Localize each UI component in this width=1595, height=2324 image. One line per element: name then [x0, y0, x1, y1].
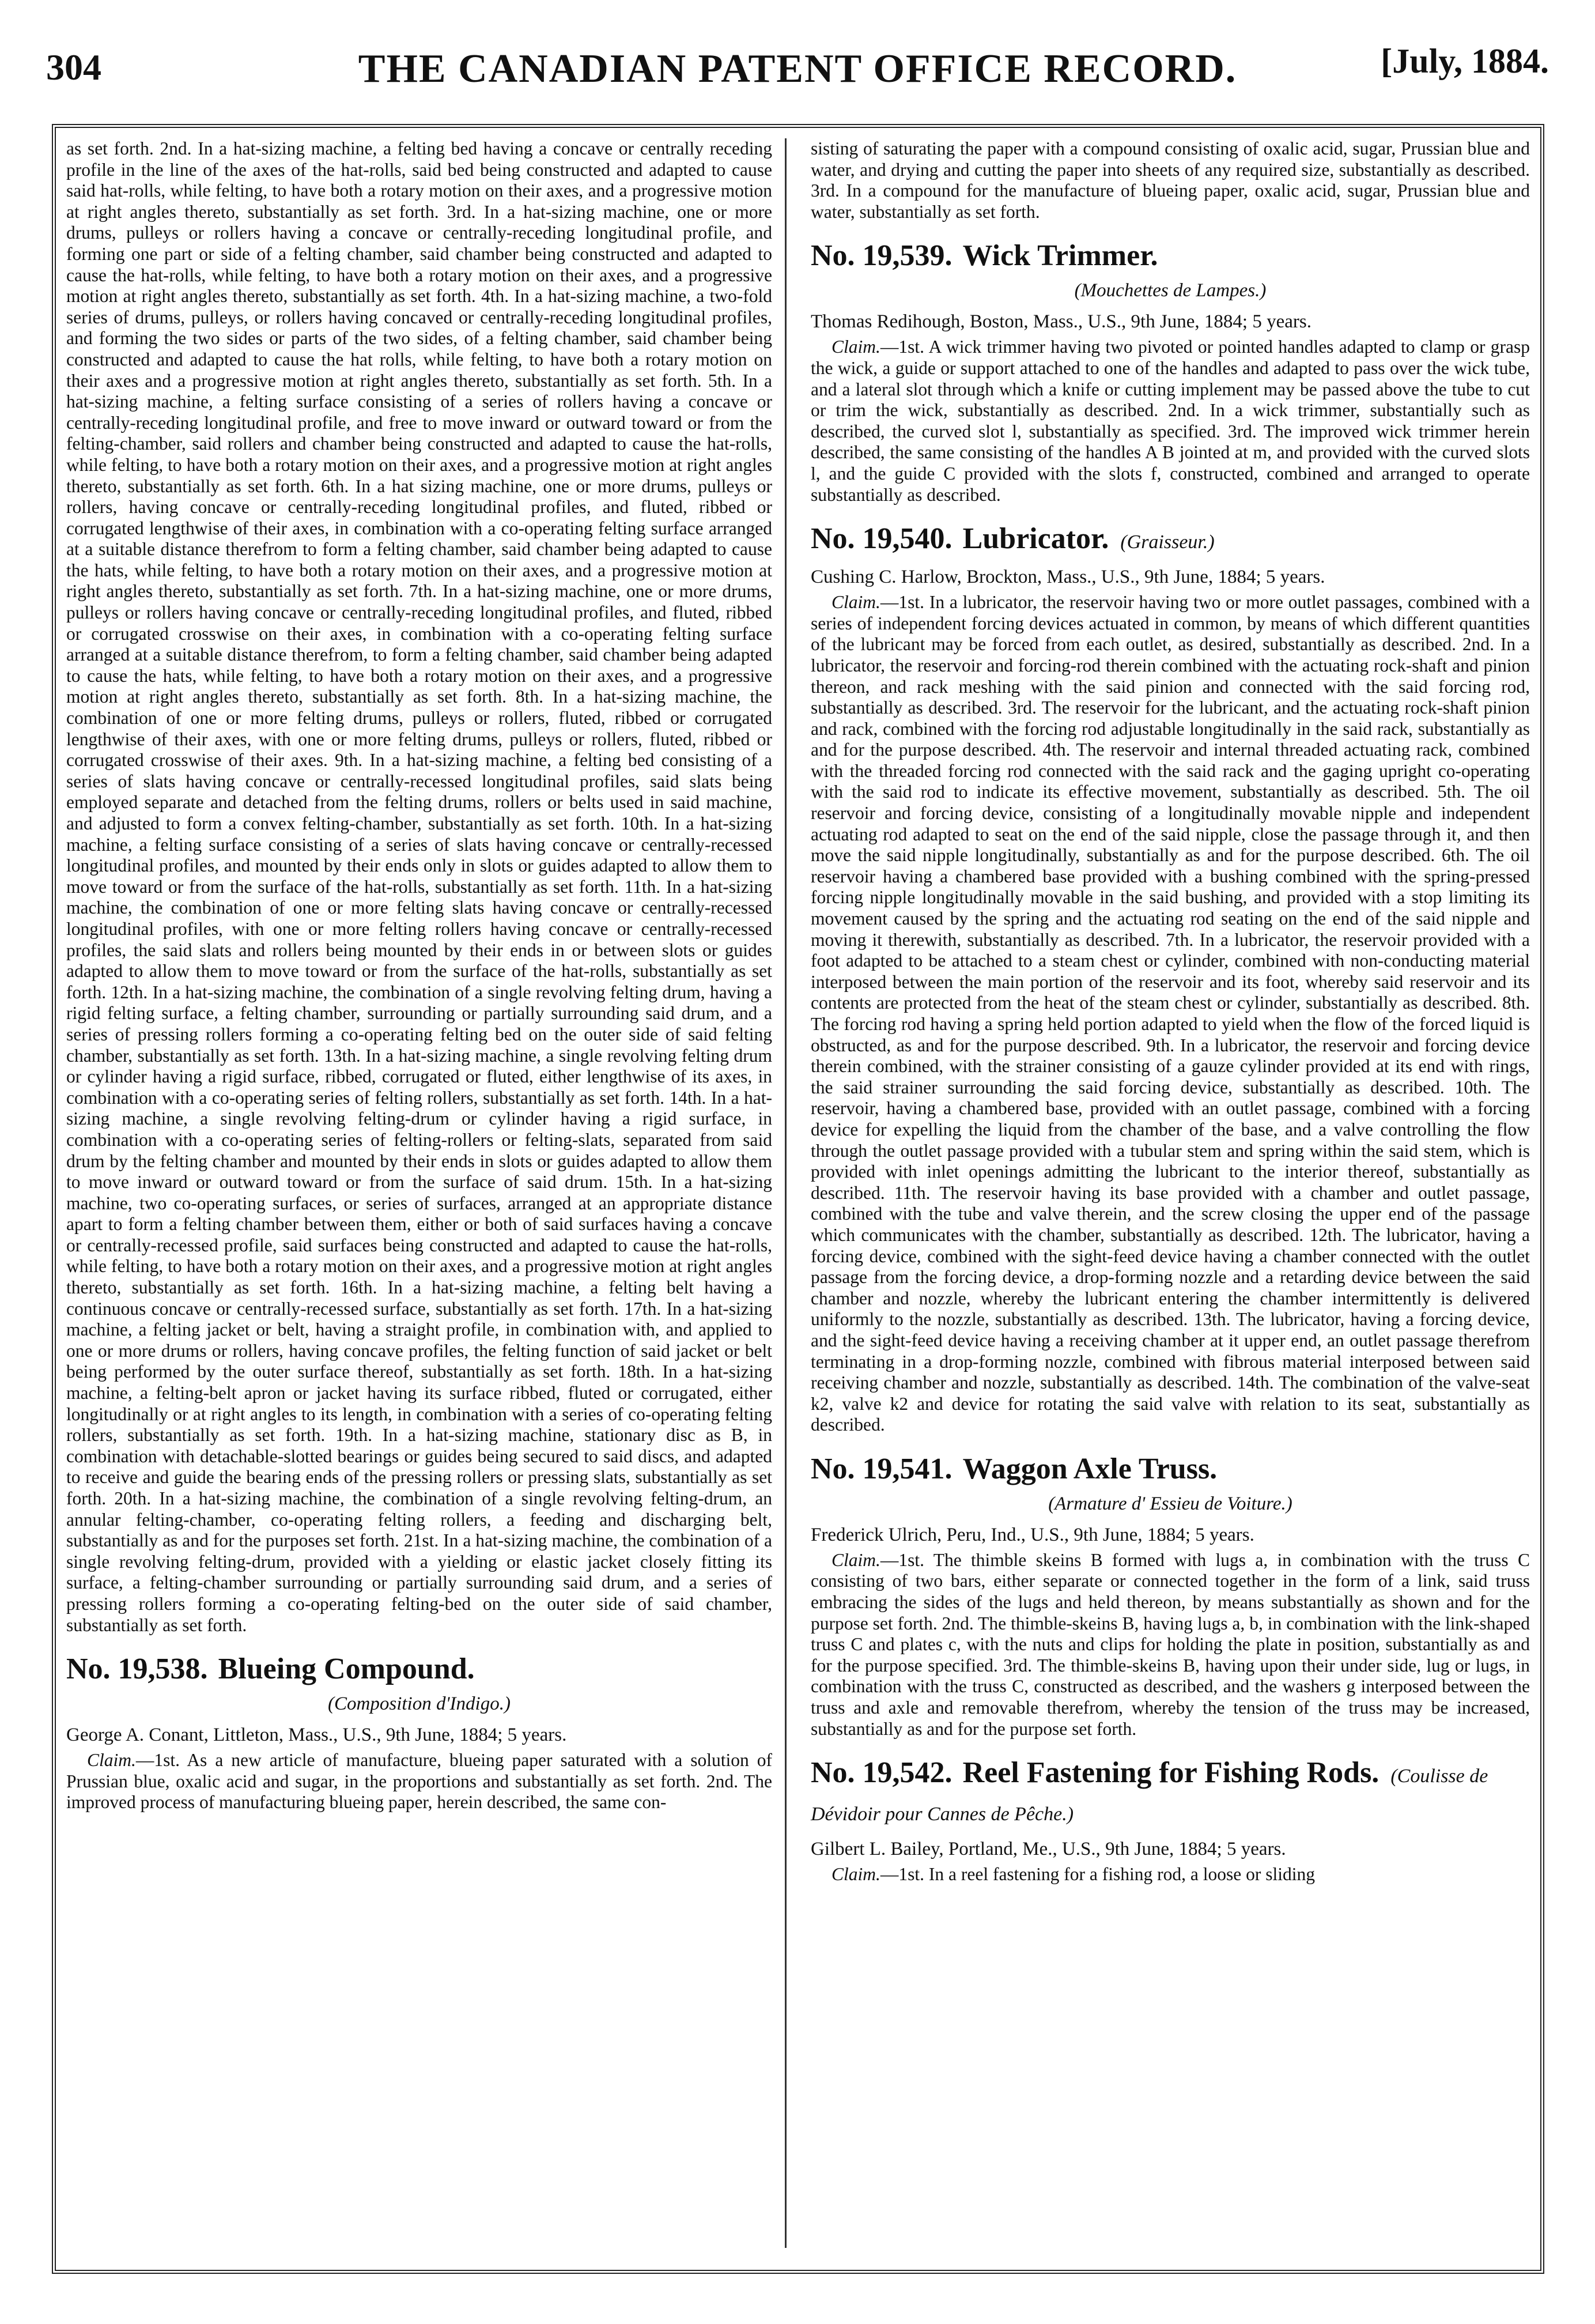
patent-title: Wick Trimmer. — [962, 239, 1158, 273]
claim-text: —1st. The thimble skeins B formed with lugs a, in combination with the truss C consisting of two bars, either separate or connected together in the form of a link, said truss embracing the sides of the lugs and held thereon, by means substantially as shown and for the purpose set forth. 2nd. The thimble-skeins B, having lugs a, b, in combination with the link-shaped truss C and plates c, with the nuts and clips for holding the plate in position, substantially as and for the purpose specified. 3rd. The thimble-skeins B, having upon their under side, lug or lugs, in combination with the truss C, constructed as described, and the washers g interposed between the truss and axle and removable therefrom, whereby the tension of the truss may be increased, substantially as and for the purpose set forth. — [811, 1549, 1530, 1739]
patent-number: No. 19,539. — [811, 239, 953, 273]
patent-claims — [811, 337, 1530, 505]
patent-number: No. 19,542. — [811, 1756, 953, 1790]
patent-french-title: (Graisseur.) — [1120, 531, 1215, 553]
patent-heading-19539 — [811, 239, 1530, 273]
claim-label: Claim. — [831, 592, 880, 613]
patent-title: Reel Fastening for Fishing Rods. — [962, 1756, 1379, 1790]
claims-continuation: as set forth. 2nd. In a hat-sizing machine, a felting bed having a concave or centrally receding profile in the line of the axes of the hat-rolls, said bed being constructed and adapted to cause said hat-rolls, while felting, to have both a rotary motion on their axes, and a progressive motion at right angles thereto, substantially as set forth. 3rd. In a hat-sizing machine, one or more drums, pulleys or rollers having a concave or centrally-receding longitudinal profile, and forming one part or side of a felting chamber, said chamber being constructed and adapted to cause the hat-rolls, while felting, to have both a rotary motion on their axes, and a progressive motion at right angles thereto, substantially as set forth. 4th. In a hat-sizing machine, a two-fold series of drums, pulleys, or rollers having concaved or centrally-receding longitudinal profiles, and forming the two sides or parts of the two sides, of a felting chamber, said chamber being constructed and adapted to cause the hat rolls, while felting, to have both a rotary motion on their axes and a progressive motion at right angles thereto, substantially as set forth. 5th. In a hat-sizing machine, a felting surface consisting of a series of rollers having a concave or centrally-receding longitudinal profile, and free to move inward or outward toward or from the felting-chamber, said rollers and chamber being constructed and adapted to cause the hat-rolls, while felting, to have both a rotary motion on their axes, and a progressive motion at right angles thereto, substantially as set forth. 6th. In a hat sizing machine, one or more drums, pulleys or rollers, having concave or centrally-receding longitudinal profiles, and fluted, ribbed or corrugated lengthwise of their axes, in combination with a co-operating felting surface arranged at a suitable distance therefrom to form a felting chamber, said chamber being adapted to cause the hats, while felting, to have both a rotary motion on their axes, and a progressive motion at right angles thereto, substantially as set forth. 7th. In a hat-sizing machine, one or more drums, pulleys or rollers having concave or centrally-receding longitudinal profiles, and fluted, ribbed or corrugated crosswise on their axes, in combination with a co-operating felting surface arranged at a suitable distance therefrom, to form a felting chamber, said chamber being adapted to cause the hats, while felting, to have both a rotary motion on their axes, and a progressive motion at right angles thereto, substantially as set forth. 8th. In a hat-sizing machine, the combination of one or more felting drums, pulleys or rollers, fluted, ribbed or corrugated lengthwise of their axes, with one or more felting drums, pulleys or rollers, fluted, ribbed or corrugated crosswise of their axes. 9th. In a hat-sizing machine, a felting bed consisting of a series of slats having concave or centrally-recessed longitudinal profiles, said slats being employed separate and detached from the felting drums, rollers or belts used in said machine, and adjusted to form a convex felting-chamber, substantially as set forth. 10th. In a hat-sizing machine, a felting surface consisting of a series of slats having concave or centrally-recessed longitudinal profiles, and mounted by their ends only in slots or guides adapted to allow them to move toward or from the surface of the hat-rolls, substantially as set forth. 11th. In a hat-sizing machine, the combination of one or more felting slats having concave or centrally-recessed longitudinal profiles, with one or more felting rollers having concave or centrally-recessed profiles, the said slats and rollers being mounted by their ends in or between slots or guides adapted to allow them to move toward or from the surface of the hat-rolls, substantially as set forth. 12th. In a hat-sizing machine, the combination of a single revolving felting drum, having a rigid felting surface, a felting chamber, surrounding or partially surrounding said drum, and a series of pressing rollers forming a co-operating felting bed on the outer side of said felting chamber, substantially as set forth. 13th. In a hat-sizing machine, a single revolving felting drum or cylinder having a rigid surface, ribbed, corrugated or fluted, either lengthwise of its axes, in combination with a co-operating series of felting rollers, substantially as set forth. 14th. In a hat-sizing machine, a single revolving felting-drum or cylinder having a rigid surface, in combination with a co-operating series of felting-rollers or felting-slats, separated from said drum by the felting chamber and mounted by their ends in slots or guides adapted to allow them to move inward or outward toward or from the surface of said drum. 15th. In a hat-sizing machine, two co-operating surfaces, or series of surfaces, arranged at an appropriate distance apart to form a felting chamber between them, either or both of said surfaces having a concave or centrally-recessed profile, said surfaces being constructed and adapted to cause the hat-rolls, while felting, to have both a rotary motion on their axes, and a progressive motion at right angles thereto, substantially as set forth. 16th. In a hat-sizing machine, a felting belt having a continuous concave or centrally-recessed surface, substantially as set forth. 17th. In a hat-sizing machine, a felting jacket or belt, having a straight profile, in combination with, and applied to one or more drums or rollers, having concave profiles, the felting function of said jacket or belt being performed by the outer surface thereof, substantially as set forth. 18th. In a hat-sizing machine, a felting-belt apron or jacket having its surface ribbed, fluted or corrugated, either longitudinally or at right angles to its length, in combination with a series of co-operating felting rollers, substantially as set forth. 19th. In a hat-sizing machine, stationary disc as B, in combination with detachable-slotted bearings or guides being secured to said discs, and adapted to receive and guide the bearing ends of the pressing rollers or pressing slats, substantially as set forth. 20th. In a hat-sizing machine, the combination of a single revolving felting-drum, an annular felting-chamber, co-operating felting rollers, a feeding and discharging belt, substantially as and for the purposes set forth. 21st. In a hat-sizing machine, the combination of a single revolving felting-drum, provided with a yielding or elastic jacket closely fitting its surface, a felting-chamber surrounding or partially surrounding said drum, and a series of pressing rollers forming a co-operating felting-bed on the outer side of said chamber, substantially as set forth. — [66, 138, 772, 1635]
patent-french-title: (Mouchettes de Lampes.) — [1074, 280, 1267, 301]
patent-heading-19542 — [811, 1756, 1530, 1832]
patent-claims — [811, 1864, 1530, 1885]
patentee-line: Cushing C. Harlow, Brockton, Mass., U.S., 9th June, 1884; 5 years. — [811, 567, 1325, 588]
patent-claims — [66, 1750, 772, 1813]
patentee-line: Thomas Redihough, Boston, Mass., U.S., 9th June, 1884; 5 years. — [811, 311, 1311, 333]
right-column — [804, 138, 1530, 2248]
patent-number: No. 19,540. — [811, 522, 953, 556]
patent-french-title: (Composition d'Indigo.) — [328, 1693, 511, 1715]
patent-title: Waggon Axle Truss. — [962, 1452, 1218, 1485]
issue-date: [July, 1884. — [1381, 42, 1549, 80]
patent-heading-19541 — [811, 1452, 1530, 1487]
patent-heading-19540 — [811, 522, 1530, 560]
patentee-line: George A. Conant, Littleton, Mass., U.S., 9th June, 1884; 5 years. — [66, 1725, 567, 1746]
patentee-line: Frederick Ulrich, Peru, Ind., U.S., 9th June, 1884; 5 years. — [811, 1524, 1254, 1545]
patentee-line: Gilbert L. Bailey, Portland, Me., U.S., 9th June, 1884; 5 years. — [811, 1839, 1286, 1860]
running-head — [35, 40, 1560, 104]
left-column — [66, 138, 787, 2248]
claim-label: Claim. — [87, 1750, 136, 1771]
claim-label: Claim. — [831, 337, 880, 357]
patent-number: No. 19,541. — [811, 1452, 953, 1485]
journal-title: THE CANADIAN PATENT OFFICE RECORD. — [358, 47, 1237, 91]
claim-label: Claim. — [831, 1549, 880, 1570]
patent-french-title: (Coulisse de Dévidoir pour Cannes de Pêche.) — [811, 1765, 1488, 1825]
claims-continuation: sisting of saturating the paper with a compound consisting of oxalic acid, sugar, Prussian blue and water, and drying and cutting the paper into sheets of any required size, substantially as described. 3rd. In a compound for the manufacture of blueing paper, oxalic acid, sugar, Prussian blue and water, substantially as set forth. — [811, 138, 1530, 222]
claim-text: —1st. In a lubricator, the reservoir having two or more outlet passages, combined with a series of independent forcing devices actuated in common, by means of which different quantities of the lubricant may be forced from each outlet, as desired, substantially as described. 2nd. In a lubricator, the reservoir and forcing-rod therein combined with the actuating rock-shaft and pinion thereon, and rack meshing with the said pinion and connected with the said forcing rod, substantially as described. 3rd. The reservoir for the lubricant, and the actuating rock-shaft pinion and rack, combined with the forcing rod adjustable longitudinally in the said rack, substantially as and for the purpose described. 4th. The reservoir and internal threaded actuating rack, combined with the threaded forcing rod connected with the said rack and the gaging upright co-operating with the said rod to indicate its effective movement, substantially as described. 5th. The oil reservoir and forcing device, consisting of a longitudinally movable nipple and independent actuating rod adapted to seat on the end of the said nipple, close the passage through it, and then move the said nipple longitudinally, substantially as and for the purpose described. 6th. The oil reservoir having a chambered base provided with a bushing combined with the spring-pressed forcing nipple longitudinally movable in the said bushing, and provided with a stop limiting its movement caused by the spring and the actuating rod seating on the end of the said nipple and moving it therewith, substantially as described. 7th. In a lubricator, the reservoir provided with a foot adapted to be attached to a steam chest or cylinder, combined with non-conducting material interposed between the main portion of the reservoir and its foot, whereby said reservoir and its contents are protected from the heat of the steam chest or cylinder, substantially as described. 8th. The forcing rod having a spring held portion adapted to yield when the flow of the forced liquid is obstructed, as and for the purpose described. 9th. In a lubricator, the reservoir and forcing device therein combined, with the strainer consisting of a gauze cylinder provided at its end with rings, the said strainer surrounding the said forcing device, substantially as described. 10th. The reservoir, having a chambered base, provided with an outlet passage, combined with a forcing device for expelling the liquid from the chamber of the base, and a valve controlling the flow through the outlet passage provided with a tubular stem and spring within the said stem, which is provided with inlet openings admitting the lubricant to the interior thereof, substantially as described. 11th. The reservoir having its base provided with a chamber and outlet passage, combined with the tube and valve therein, and the screw closing the upper end of the passage which communicates with the chamber, substantially as described. 12th. The lubricator, having a forcing device, combined with the sight-feed device having a chamber connected with the outlet passage from the forcing device, a drop-forming nozzle and a retarding device between the said chamber and nozzle, whereby the lubricant entering the chamber intermittently is delivered uniformly to the nozzle, substantially as described. 13th. The lubricator, having a forcing device, and the sight-feed device having a receiving chamber at it upper end, an outlet passage therefrom terminating in a drop-forming nozzle, combined with fibrous material interposed between said receiving chamber and nozzle, substantially as described. 14th. The combination of the valve-seat k2, valve k2 and device for rotating the said valve with relation to its seat, substantially as described. — [811, 592, 1530, 1435]
claim-text: —1st. As a new article of manufacture, blueing paper saturated with a solution of Prussian blue, oxalic acid and sugar, in the proportions and substantially as set forth. 2nd. The improved process of manufacturing blueing paper, herein described, the same con- — [66, 1750, 772, 1813]
claim-text: —1st. A wick trimmer having two pivoted or pointed handles adapted to clamp or grasp the wick, a guide or support attached to one of the handles and adapted to pass over the wick tube, and a lateral slot through which a knife or cutting implement may be passed above the tube to cut or trim the wick, substantially as described. 2nd. In a wick trimmer, substantially such as described, the curved slot l, substantially as specified. 3rd. The improved wick trimmer herein described, the same consisting of the handles A B jointed at m, and provided with the curved slots l, and the guide C provided with the slots f, constructed, combined and arranged to operate substantially as described. — [811, 337, 1530, 505]
patent-title: Lubricator. — [962, 522, 1109, 556]
claim-label: Claim. — [831, 1864, 880, 1885]
patent-claims — [811, 592, 1530, 1436]
page-number: 304 — [46, 47, 101, 88]
patent-french-title: (Armature d' Essieu de Voiture.) — [1048, 1493, 1292, 1514]
patent-claims — [811, 1550, 1530, 1740]
claim-text: —1st. In a reel fastening for a fishing rod, a loose or sliding — [880, 1864, 1315, 1885]
patent-title: Blueing Compound. — [218, 1653, 475, 1686]
patent-heading-19538 — [66, 1652, 772, 1687]
patent-number: No. 19,538. — [66, 1653, 208, 1686]
